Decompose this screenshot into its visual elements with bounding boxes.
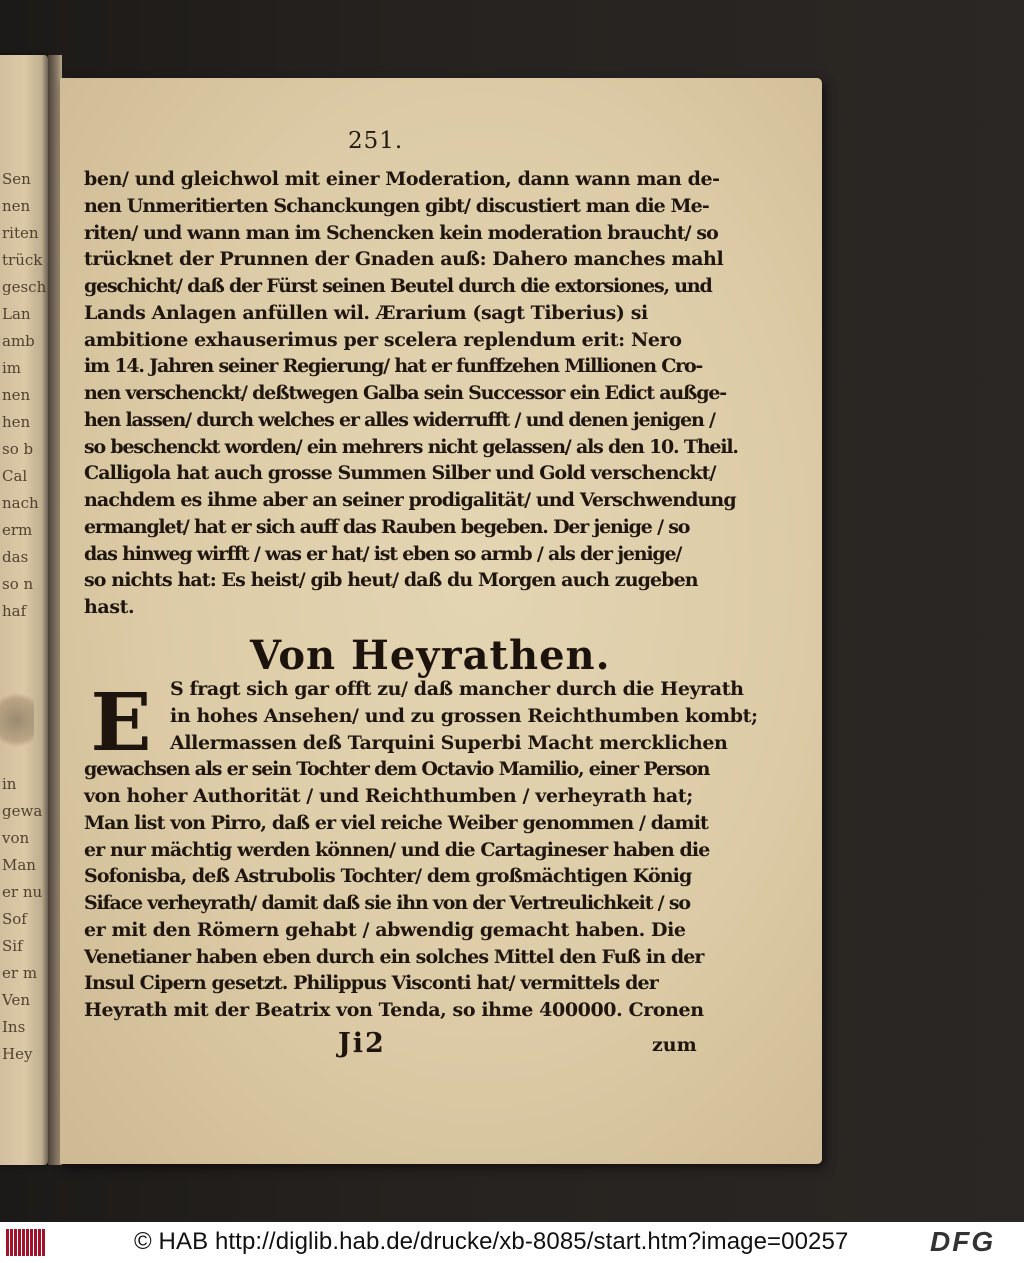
hab-logo-bar — [42, 1229, 45, 1256]
hab-logo-bar — [26, 1229, 29, 1256]
text-line: trücknet der Prunnen der Gnaden auß: Dahero manches mahl — [84, 248, 724, 271]
left-page-text-fragment: Cal — [2, 467, 28, 485]
hab-logo-bar — [18, 1229, 21, 1256]
text-line: so beschenckt worden/ ein mehrers nicht gelassen/ als den 10. Theil. — [84, 435, 738, 458]
hab-logo-bar — [34, 1229, 37, 1256]
source-credit-link[interactable]: © HAB http://diglib.hab.de/drucke/xb-8085/start.htm?image=00257 — [134, 1228, 849, 1255]
left-page-text-fragment: Sen — [2, 170, 31, 188]
left-page-text-fragment: erm — [2, 521, 33, 539]
hab-logo-bar — [6, 1229, 9, 1256]
text-line: Calligola hat auch grosse Summen Silber und Gold verschenckt/ — [84, 462, 716, 485]
text-line: nen Unmeritierten Schanckungen gibt/ discustiert man die Me- — [84, 194, 709, 217]
left-page-text-fragment: das — [2, 548, 29, 566]
left-page-text-fragment: Ven — [2, 991, 30, 1009]
left-page-text-fragment: im — [2, 359, 22, 377]
text-line: so nichts hat: Es heist/ gib heut/ daß du Morgen auch zugeben — [84, 569, 698, 592]
hab-logo-bar — [10, 1229, 13, 1256]
signature-mark: Ji2 — [338, 1028, 386, 1059]
hab-logo-bar — [30, 1229, 33, 1256]
left-page-text-fragment: riten — [2, 224, 39, 242]
left-page-text-fragment: er m — [2, 964, 38, 982]
left-page-text-fragment: so b — [2, 440, 34, 458]
text-line: geschicht/ daß der Fürst seinen Beutel durch die extorsiones, und — [84, 275, 712, 297]
left-page-text-fragment: amb — [2, 332, 35, 350]
left-page-text-fragment: Sif — [2, 937, 23, 955]
text-line: ben/ und gleichwol mit einer Moderation, dann wann man de- — [84, 168, 720, 190]
text-line: Allermassen deß Tarquini Superbi Macht mercklichen — [170, 731, 728, 754]
text-line: nen verschenckt/ deßtwegen Galba sein Successor ein Edict außge- — [84, 382, 726, 404]
section-heading: Von Heyrathen. — [250, 632, 611, 679]
footer-bar — [0, 1222, 1024, 1263]
left-page-text-fragment: gesch — [2, 278, 47, 296]
left-page-text-fragment: gewa — [2, 802, 43, 820]
left-page-text-fragment: nen — [2, 197, 31, 215]
left-page-text-fragment: Hey — [2, 1045, 33, 1063]
text-line: Insul Cipern gesetzt. Philippus Visconti hat/ vermittels der — [84, 972, 658, 995]
left-page-text-fragment: Sof — [2, 910, 27, 928]
text-line: er nur mächtig werden können/ und die Cartagineser haben die — [84, 838, 710, 861]
text-line: riten/ und wann man im Schencken kein moderation braucht/ so — [84, 221, 718, 244]
text-line: Heyrath mit der Beatrix von Tenda, so ihme 400000. Cronen — [84, 999, 704, 1021]
text-line: im 14. Jahren seiner Regierung/ hat er funffzehen Millionen Cro- — [84, 355, 703, 378]
left-page-text-fragment: so n — [2, 575, 34, 593]
text-line: von hoher Authorität / und Reichthumben / verheyrath hat; — [84, 785, 693, 807]
text-line: ermanglet/ hat er sich auff das Rauben begeben. Der jenige / so — [84, 515, 690, 538]
left-page-text-fragment: Lan — [2, 305, 31, 323]
left-page-text-fragment: nen — [2, 386, 31, 404]
paragraph-2 — [84, 676, 758, 1024]
text-line: nachdem es ihme aber an seiner prodigalität/ und Verschwendung — [84, 489, 736, 511]
catchword: zum — [652, 1034, 697, 1056]
text-line: in hohes Ansehen/ und zu grossen Reichthumben kombt; — [170, 704, 758, 727]
left-page-text-fragment: er nu — [2, 883, 43, 901]
text-line: Man list von Pirro, daß er viel reiche Weiber genommen / damit — [84, 811, 708, 834]
left-page-text-fragment: trück — [2, 251, 43, 269]
left-page-text-fragment: hen — [2, 413, 31, 431]
text-line: ambitione exhauserimus per scelera replendum erit: Nero — [84, 328, 682, 351]
text-line: S fragt sich gar offt zu/ daß mancher durch die Heyrath — [170, 678, 744, 700]
left-page-text-fragment: in — [2, 775, 17, 793]
left-facing-page — [0, 55, 48, 1165]
left-page-text-fragment: Ins — [2, 1018, 26, 1036]
dfg-logo[interactable]: DFG — [930, 1226, 996, 1257]
drop-cap-initial: E — [84, 678, 158, 766]
left-page-text-fragment: Man — [2, 856, 36, 874]
hab-logo-bar — [38, 1229, 41, 1256]
text-line: Siface verheyrath/ damit daß sie ihn von der Vertreulichkeit / so — [84, 892, 690, 914]
text-line: Lands Anlagen anfüllen wil. Ærarium (sagt Tiberius) si — [84, 301, 648, 324]
text-line: gewachsen als er sein Tochter dem Octavio Mamilio, einer Person — [84, 758, 710, 781]
left-page-text-fragment: haf — [2, 602, 27, 620]
hab-logo-bar — [22, 1229, 25, 1256]
left-page-text-fragment: nach — [2, 494, 39, 512]
text-line: hen lassen/ durch welches er alles widerrufft / und denen jenigen / — [84, 408, 715, 431]
left-page-ornament — [0, 685, 34, 755]
hab-logo-icon[interactable] — [6, 1229, 48, 1256]
text-line: hast. — [84, 596, 135, 618]
page-number: 251. — [348, 128, 404, 154]
text-line: Sofonisba, deß Astrubolis Tochter/ dem großmächtigen König — [84, 865, 692, 888]
text-line: er mit den Römern gehabt / abwendig gemacht haben. Die — [84, 918, 686, 941]
left-page-text-fragment: von — [2, 829, 30, 847]
text-line: Venetianer haben eben durch ein solches Mittel den Fuß in der — [84, 945, 704, 968]
hab-logo-bar — [14, 1229, 17, 1256]
text-line: das hinweg wirfft / was er hat/ ist eben so armb / als der jenige/ — [84, 542, 682, 565]
paragraph-1 — [84, 166, 738, 621]
